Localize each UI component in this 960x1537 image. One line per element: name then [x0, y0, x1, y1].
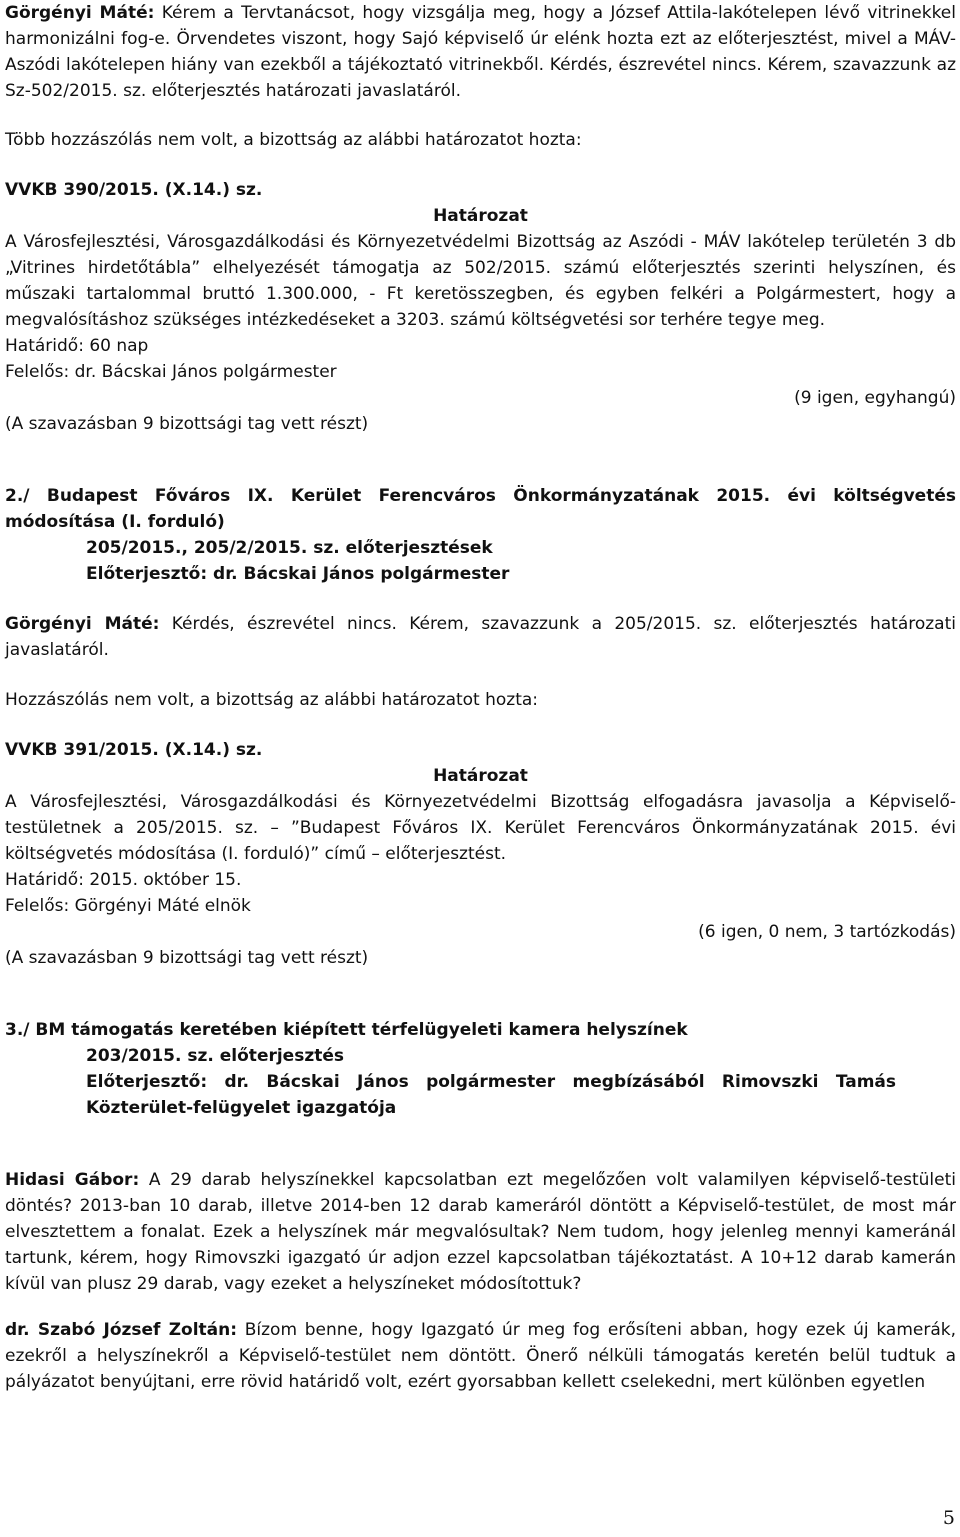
agenda-item-presenter: Előterjesztő: dr. Bácskai János polgármester: [86, 564, 510, 584]
resolution-number: VVKB 390/2015. (X.14.) sz.: [5, 180, 263, 200]
speaker-name: Hidasi Gábor:: [5, 1170, 140, 1190]
resolution-responsible: Felelős: Görgényi Máté elnök: [5, 896, 251, 916]
paragraph-szabo: [5, 1317, 956, 1395]
paragraph-no-more-comments: Több hozzászólás nem volt, a bizottság az alábbi határozatot hozta:: [5, 130, 582, 150]
paragraph-hidasi: [5, 1167, 956, 1297]
paragraph-text: A 29 darab helyszínekkel kapcsolatban ezt megelőzően volt valamilyen képviselő-testületi döntés? 2013-ban 10 darab, illetve 2014-ben 12 darab kameráról döntött a Képviselő-testület, de most már elvesztettem a fonalat. Ezek a helyszínek már megvalósultak? Nem tudom, hogy jelenleg mennyi kameránál tartunk, kérem, hogy Rimovszki igazgató úr adjon ezzel kapcsolatban tájékoztatást. A 10+12 darab kamerán kívül van plusz 29 darab, vagy ezeket a helyszíneket módosítottuk?: [5, 1170, 957, 1294]
resolution-deadline: Határidő: 60 nap: [5, 336, 149, 356]
paragraph-text: Bízom benne, hogy Igazgató úr meg fog erősíteni abban, hogy ezek új kamerák, ezekről a helyszínekről a Képviselő-testület nem döntött. Önerő nélküli támogatás keretén belül tudtuk a pályázatot benyújtani, erre rövid határidő volt, ezért gyorsabban kellett cselekedni, mert különben egyetlen: [5, 1320, 957, 1392]
resolution-number: VVKB 391/2015. (X.14.) sz.: [5, 740, 263, 760]
speaker-name: Görgényi Máté:: [5, 3, 155, 23]
vote-participation: (A szavazásban 9 bizottsági tag vett részt): [5, 414, 369, 434]
resolution-responsible: Felelős: dr. Bácskai János polgármester: [5, 362, 337, 382]
agenda-item-presenter: Előterjesztő: dr. Bácskai János polgármester megbízásából Rimovszki Tamás Közterület-felügyelet igazgatója: [86, 1072, 896, 1118]
speaker-name: Görgényi Máté:: [5, 614, 160, 634]
resolution-deadline: Határidő: 2015. október 15.: [5, 870, 242, 890]
agenda-item-documents: 203/2015. sz. előterjesztés: [86, 1046, 344, 1066]
resolution-text: A Városfejlesztési, Városgazdálkodási és Környezetvédelmi Bizottság elfogadásra javasolja a Képviselő-testületnek a 205/2015. sz. – ”Budapest Főváros IX. Kerület Ferencváros Önkormányzatának 2015. évi költségvetés módosítása (I. forduló)” című – előterjesztést.: [5, 792, 956, 864]
paragraph-gorgenyi-2: [5, 611, 956, 663]
vote-result: (6 igen, 0 nem, 3 tartózkodás): [698, 922, 956, 942]
paragraph-no-comments: Hozzászólás nem volt, a bizottság az alábbi határozatot hozta:: [5, 690, 539, 710]
agenda-item-documents: 205/2015., 205/2/2015. sz. előterjesztések: [86, 538, 493, 558]
resolution-heading: Határozat: [433, 206, 528, 226]
paragraph-text: Kérem a Tervtanácsot, hogy vizsgálja meg, hogy a József Attila-lakótelepen lévő vitrinekkel harmonizálni fog-e. Örvendetes viszont, hogy Sajó képviselő úr elénk hozta ezt az előterjesztést, mivel a MÁV-Aszódi lakótelepen hiány van ezekből a tájékoztató vitrinekből. Kérdés, észrevétel nincs. Kérem, szavazzunk az Sz-502/2015. sz. előterjesztés határozati javaslatáról.: [5, 3, 956, 101]
vote-result: (9 igen, egyhangú): [794, 388, 956, 408]
paragraph-gorgenyi-1: [5, 0, 956, 104]
document-page: [5, 0, 956, 1395]
agenda-item-title: 3./ BM támogatás keretében kiépített térfelügyeleti kamera helyszínek: [5, 1020, 688, 1040]
vote-participation: (A szavazásban 9 bizottsági tag vett részt): [5, 948, 369, 968]
resolution-text: A Városfejlesztési, Városgazdálkodási és Környezetvédelmi Bizottság az Aszódi - MÁV lakótelep területén 3 db „Vitrines hirdetőtábla” elhelyezését támogatja az 502/2015. számú előterjesztés szerinti helyszínen, és műszaki tartalommal bruttó 1.300.000, - Ft keretösszegben, és egyben felkéri a Polgármestert, hogy a megvalósításhoz szükséges intézkedéseket a 3203. számú költségvetési sor terhére tegye meg.: [5, 232, 956, 330]
speaker-name: dr. Szabó József Zoltán:: [5, 1320, 238, 1340]
agenda-item-title: 2./ Budapest Főváros IX. Kerület Ferencváros Önkormányzatának 2015. évi költségvetés módosítása (I. forduló): [5, 486, 956, 532]
page-number: 5: [942, 1507, 955, 1529]
resolution-heading: Határozat: [433, 766, 528, 786]
paragraph-text: Kérdés, észrevétel nincs. Kérem, szavazzunk a 205/2015. sz. előterjesztés határozati javaslatáról.: [5, 614, 956, 660]
